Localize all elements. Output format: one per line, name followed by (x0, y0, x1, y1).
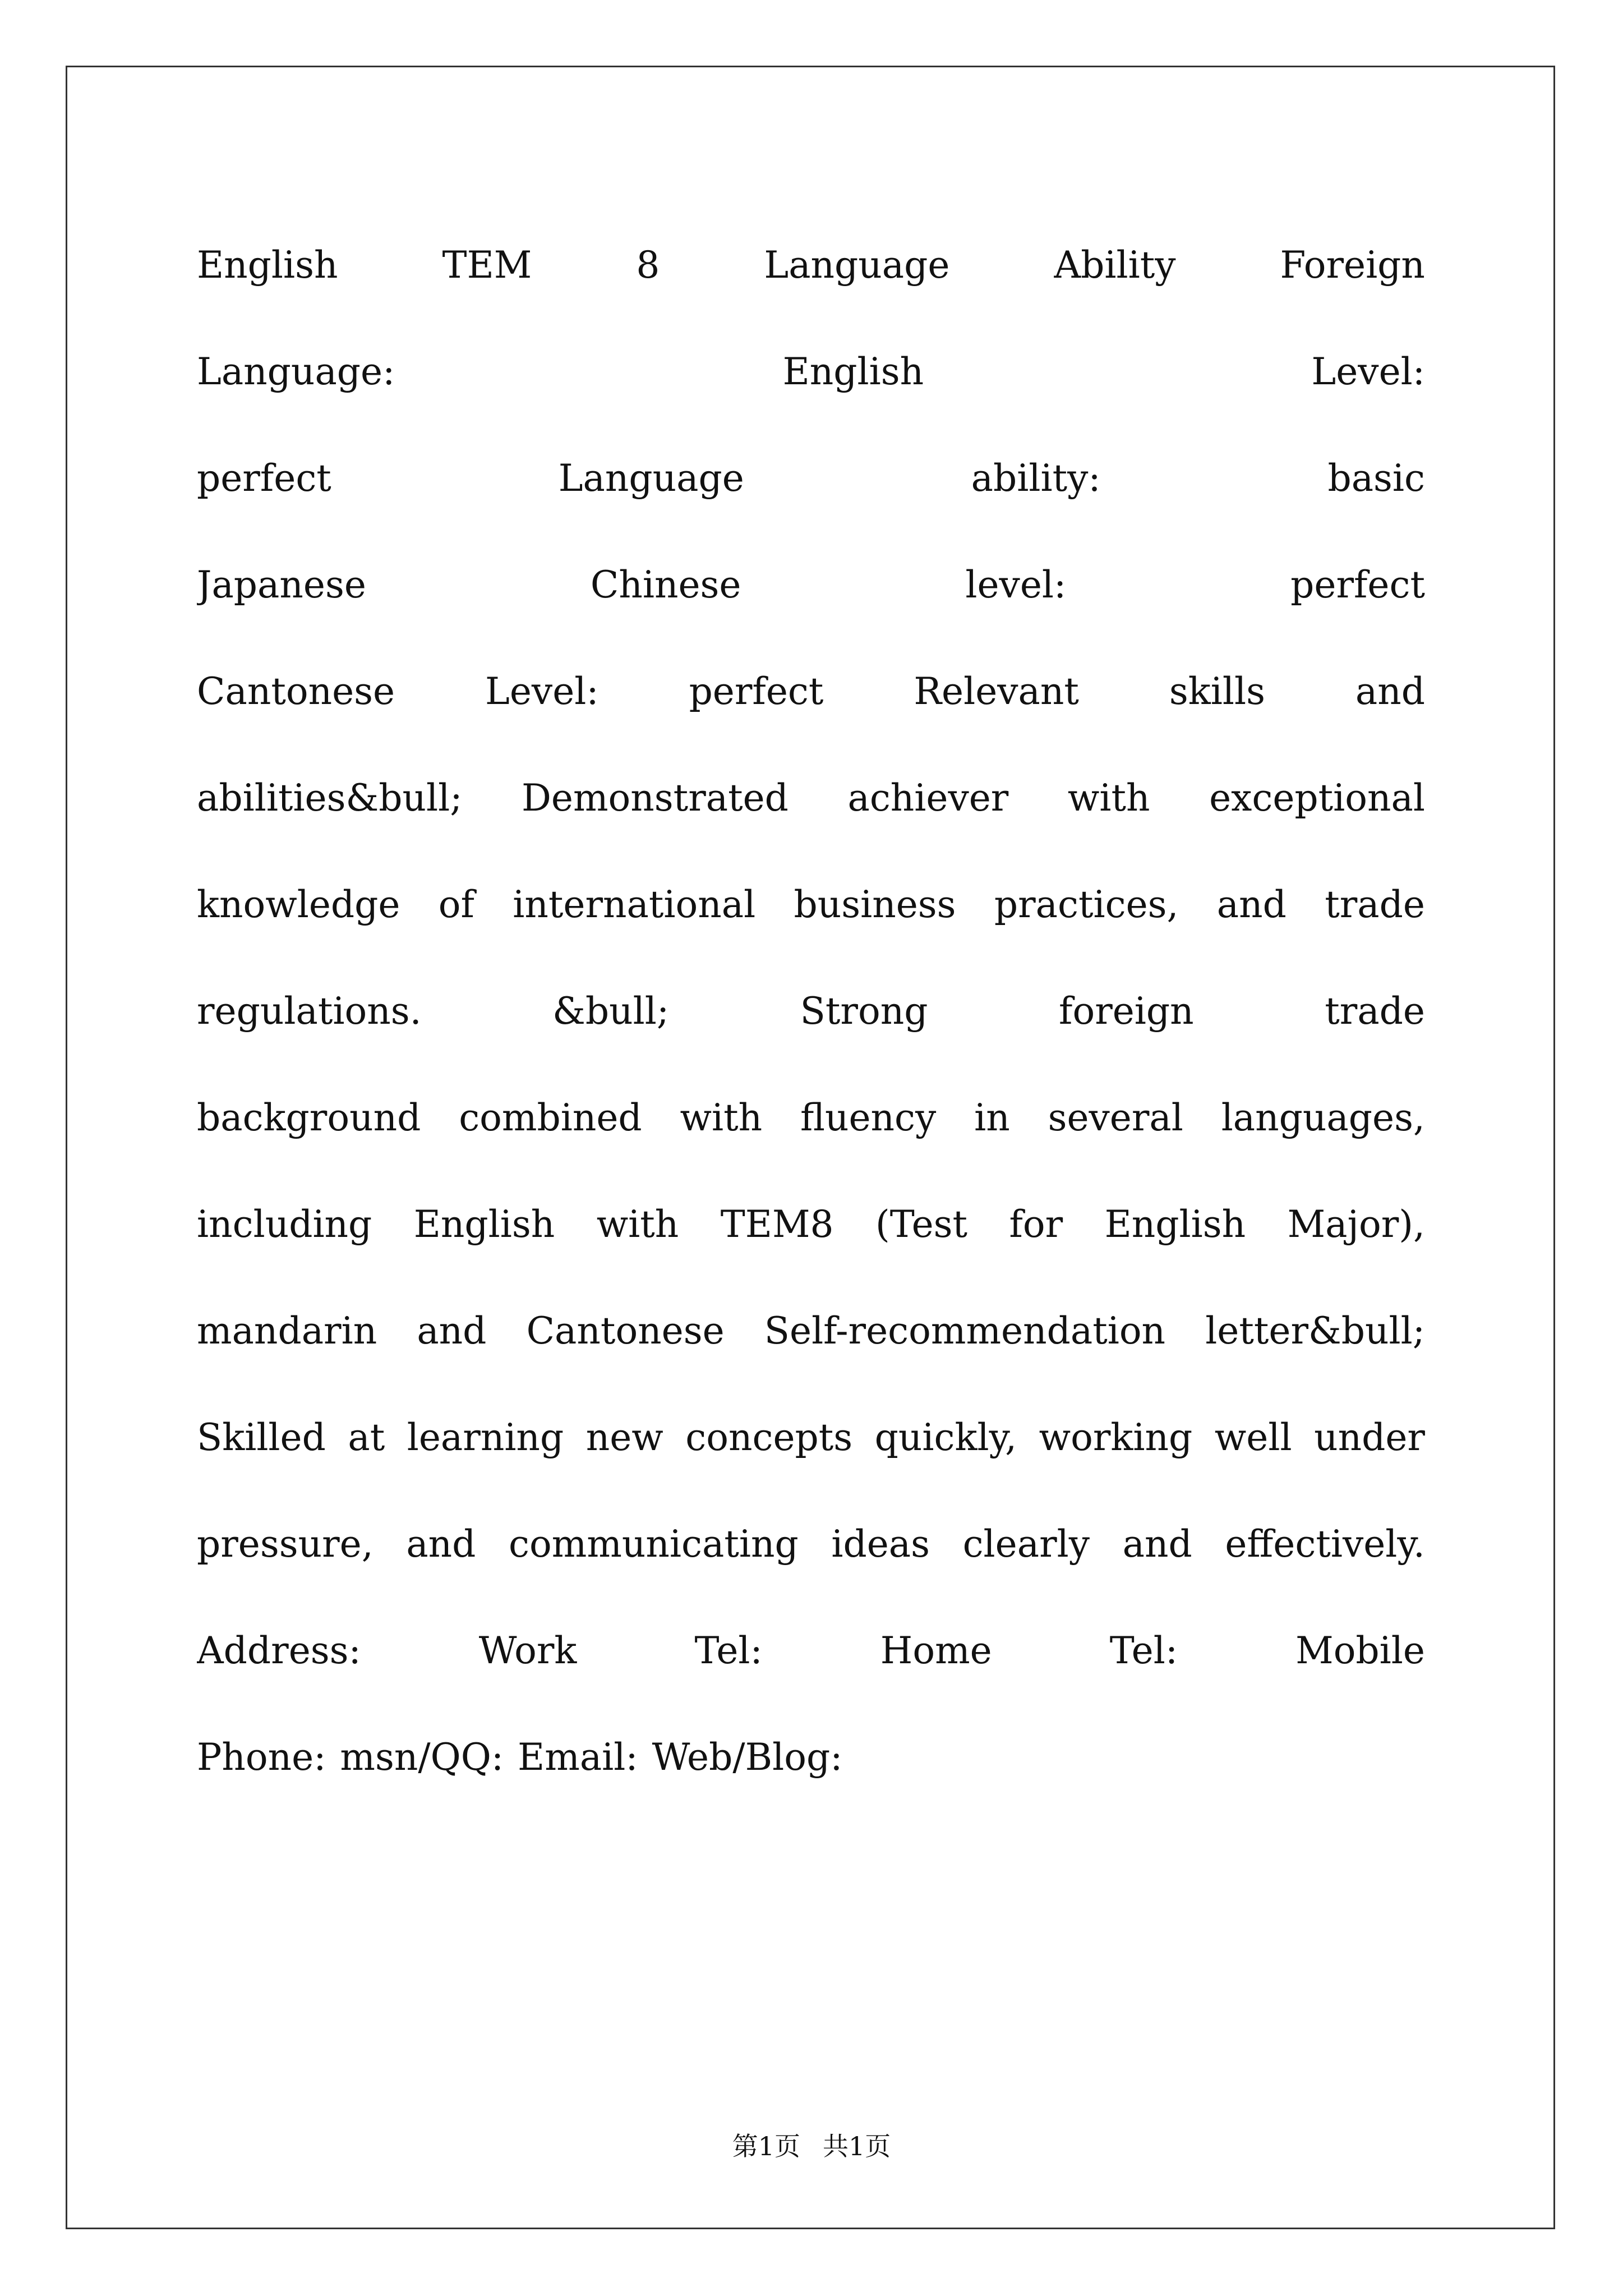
word: international (513, 883, 756, 926)
word: perfect (197, 457, 331, 500)
word: abilities&bull; (197, 776, 463, 820)
word: ability: (971, 457, 1101, 500)
document-body (197, 212, 1425, 1811)
word: in (974, 1096, 1010, 1139)
word: English (782, 350, 924, 393)
word: Level: (485, 670, 599, 713)
word: Home (880, 1629, 992, 1672)
word: at (348, 1416, 385, 1459)
text-line (197, 1171, 1425, 1278)
word: and (406, 1522, 476, 1566)
word: Skilled (197, 1416, 326, 1459)
word: working (1039, 1416, 1193, 1459)
text-line (197, 1065, 1425, 1171)
word: Major), (1287, 1203, 1425, 1246)
word: skills (1169, 670, 1265, 713)
word: new (585, 1416, 663, 1459)
word: knowledge (197, 883, 400, 926)
word: and (1216, 883, 1287, 926)
word: ideas (831, 1522, 930, 1566)
word: and (1122, 1522, 1192, 1566)
word: regulations. (197, 990, 422, 1033)
word: Language: (197, 350, 395, 393)
word: Tel: (1109, 1629, 1178, 1672)
word: background (197, 1096, 421, 1139)
word: Cantonese (526, 1309, 725, 1352)
word: mandarin (197, 1309, 377, 1352)
word: Language (764, 243, 950, 287)
text-line (197, 1491, 1425, 1598)
word: English (1104, 1203, 1246, 1246)
word: Strong (800, 990, 928, 1033)
word: trade (1325, 990, 1425, 1033)
word: achiever (847, 776, 1009, 820)
word: TEM (442, 243, 532, 287)
word: with (596, 1203, 679, 1246)
word: and (1355, 670, 1425, 713)
word: Self-recommendation (764, 1309, 1166, 1352)
word: Foreign (1280, 243, 1425, 287)
text-line (197, 1384, 1425, 1491)
text-line (197, 532, 1425, 638)
word: languages, (1221, 1096, 1425, 1139)
word: Chinese (590, 563, 741, 606)
word: pressure, (197, 1522, 374, 1566)
word: and (417, 1309, 487, 1352)
word: 8 (636, 243, 660, 287)
text-line (197, 958, 1425, 1065)
word: English (413, 1203, 555, 1246)
word: fluency (800, 1096, 937, 1139)
page-footer (0, 2126, 1623, 2163)
word: Japanese (197, 563, 366, 606)
word: trade (1325, 883, 1425, 926)
word: with (680, 1096, 763, 1139)
text-line: Phone: msn/QQ: Email: Web/Blog: (197, 1736, 843, 1779)
word: basic (1327, 457, 1425, 500)
word: Level: (1311, 350, 1425, 393)
word: TEM8 (720, 1203, 834, 1246)
word: of (438, 883, 474, 926)
text-line (197, 319, 1425, 425)
word: effectively. (1225, 1522, 1425, 1566)
word: concepts (685, 1416, 853, 1459)
word: foreign (1059, 990, 1194, 1033)
word: perfect (1290, 563, 1425, 606)
text-line (197, 212, 1425, 319)
word: letter&bull; (1205, 1309, 1425, 1352)
word: Language (558, 457, 744, 500)
word: quickly, (874, 1416, 1017, 1459)
word: combined (459, 1096, 642, 1139)
word: well (1214, 1416, 1292, 1459)
text-line (197, 425, 1425, 532)
word: Relevant (914, 670, 1079, 713)
word: including (197, 1203, 372, 1246)
word: Demonstrated (522, 776, 789, 820)
word: clearly (962, 1522, 1090, 1566)
word: Work (478, 1629, 577, 1672)
word: business (794, 883, 956, 926)
text-line (197, 745, 1425, 852)
word: exceptional (1209, 776, 1425, 820)
word: English (197, 243, 338, 287)
word: (Test (875, 1203, 968, 1246)
word: Ability (1054, 243, 1176, 287)
word: for (1009, 1203, 1063, 1246)
word: Tel: (694, 1629, 763, 1672)
word: learning (407, 1416, 564, 1459)
word: &bull; (552, 990, 670, 1033)
word: perfect (689, 670, 824, 713)
word: Mobile (1295, 1629, 1425, 1672)
word: communicating (509, 1522, 799, 1566)
word: Address: (197, 1629, 361, 1672)
text-line (197, 1598, 1425, 1704)
word: Cantonese (197, 670, 395, 713)
word: under (1314, 1416, 1425, 1459)
word: level: (965, 563, 1067, 606)
word: several (1048, 1096, 1183, 1139)
word: practices, (994, 883, 1179, 926)
text-line (197, 638, 1425, 745)
word: with (1067, 776, 1150, 820)
text-line (197, 852, 1425, 958)
page-number: 第1页 (732, 2131, 800, 2161)
page-total: 共1页 (823, 2131, 891, 2161)
text-line (197, 1278, 1425, 1384)
